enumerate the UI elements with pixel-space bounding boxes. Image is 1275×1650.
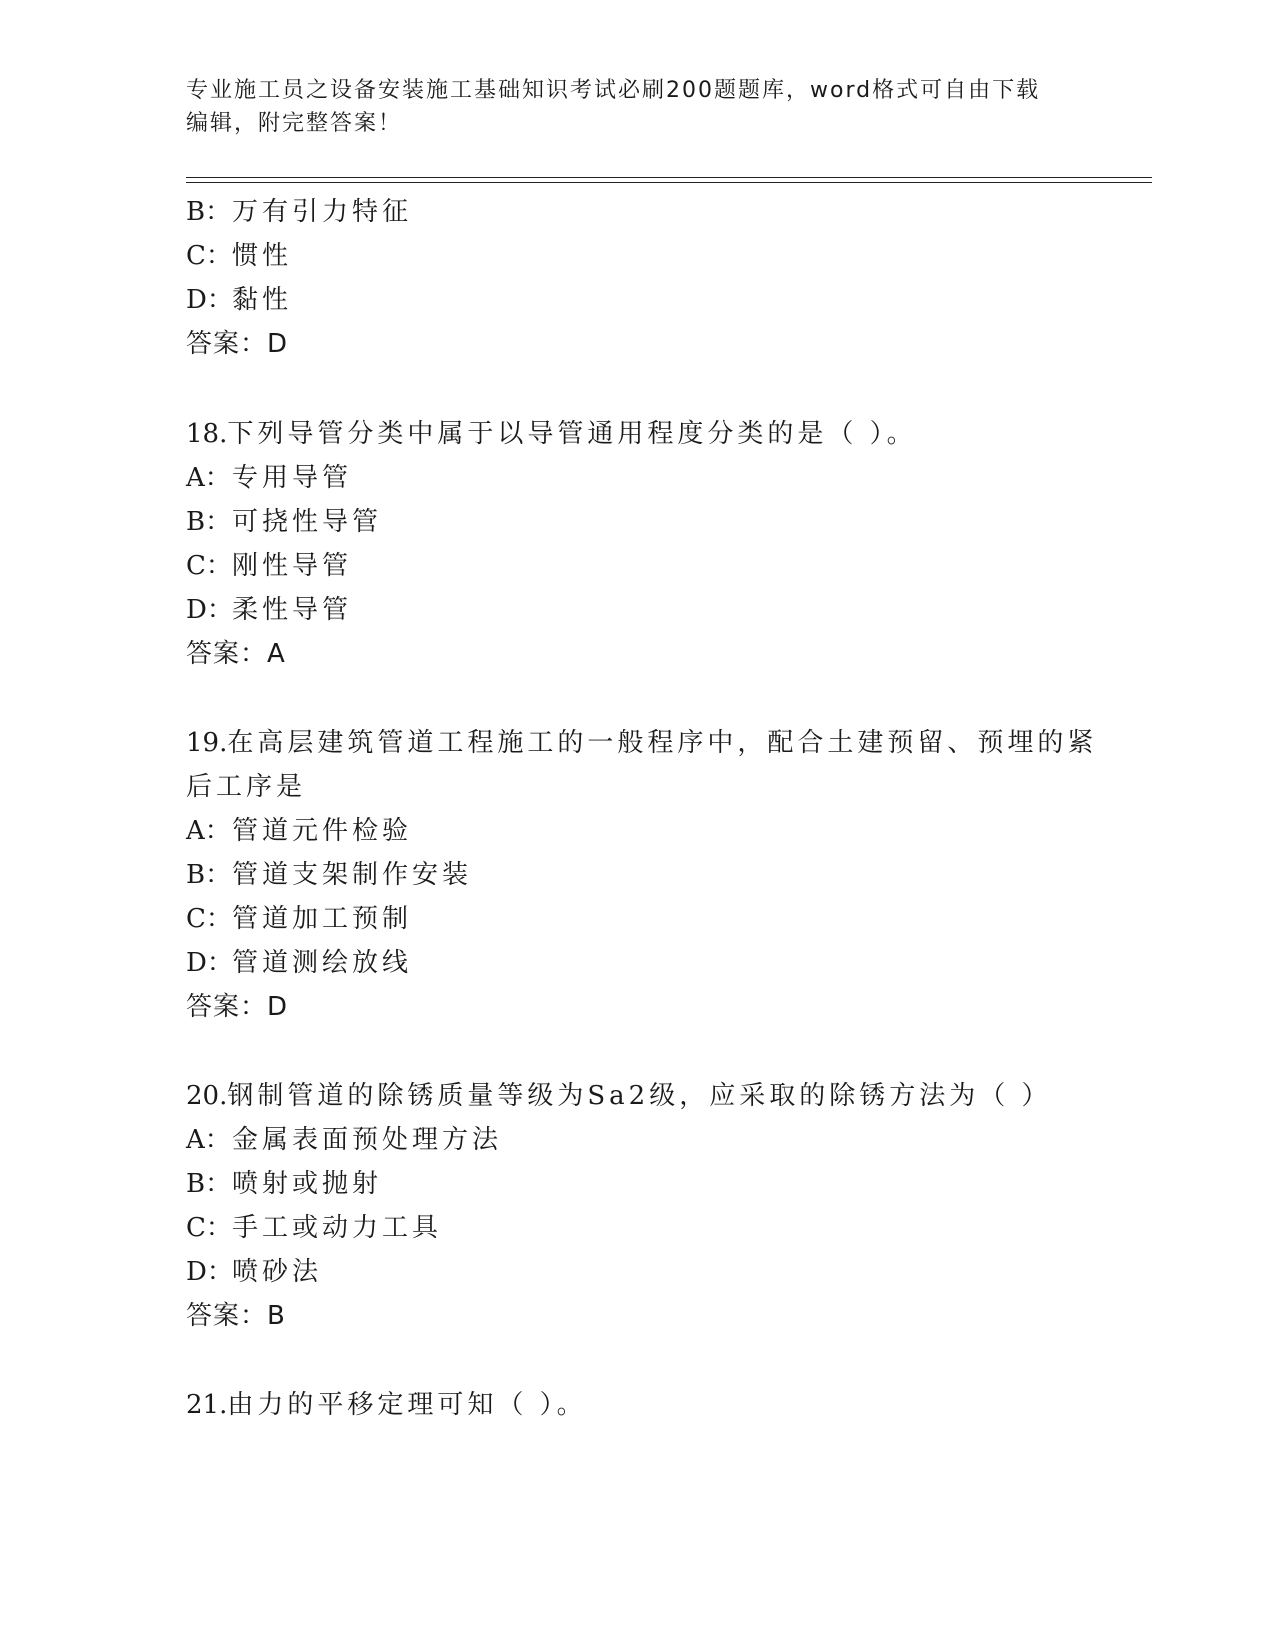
option-a <box>186 815 412 847</box>
option-text: 管道支架制作安装 <box>232 860 473 890</box>
option-c <box>186 240 292 272</box>
header-divider-bottom <box>186 182 1152 183</box>
option-key: C： <box>186 1213 232 1243</box>
question-text: 由力的平移定理可知（ ）。 <box>227 1390 587 1420</box>
option-key: D： <box>186 285 233 315</box>
option-c <box>186 550 352 582</box>
option-key: B： <box>186 197 232 227</box>
option-key: D： <box>186 948 233 978</box>
option-b <box>186 1168 382 1200</box>
question-19 <box>186 727 1097 759</box>
option-text: 喷射或抛射 <box>232 1169 383 1199</box>
option-key: D： <box>186 595 233 625</box>
option-key: C： <box>186 551 232 581</box>
question-number: 21. <box>186 1390 228 1420</box>
option-text: 惯性 <box>232 241 293 271</box>
option-d <box>186 284 292 316</box>
option-b <box>186 196 412 228</box>
option-key: B： <box>186 1169 232 1199</box>
header-title-line-1: 专业施工员之设备安装施工基础知识考试必刷200题题库，word格式可自由下载 <box>186 78 1041 103</box>
question-text: 钢制管道的除锈质量等级为Sa2级，应采取的除锈方法为（ ） <box>227 1081 1052 1111</box>
option-text: 管道元件检验 <box>232 816 413 846</box>
option-text: 手工或动力工具 <box>232 1213 443 1243</box>
option-text: 管道测绘放线 <box>232 948 413 978</box>
option-text: 管道加工预制 <box>232 904 413 934</box>
option-key: A： <box>186 1125 231 1155</box>
option-text: 金属表面预处理方法 <box>232 1125 503 1155</box>
answer: 答案：D <box>186 992 289 1022</box>
option-key: B： <box>186 860 232 890</box>
question-text: 在高层建筑管道工程施工的一般程序中，配合土建预留、预埋的紧 <box>227 728 1098 758</box>
answer: 答案：A <box>186 639 286 669</box>
question-20 <box>186 1080 1051 1112</box>
question-number: 20. <box>186 1081 228 1111</box>
option-key: D： <box>186 1257 233 1287</box>
option-d <box>186 947 412 979</box>
header-title-line-2: 编辑，附完整答案！ <box>186 111 403 136</box>
option-c <box>186 903 412 935</box>
option-text: 可挠性导管 <box>232 507 383 537</box>
document-header <box>186 74 1086 140</box>
question-21 <box>186 1389 587 1421</box>
option-text: 喷砂法 <box>232 1257 323 1287</box>
option-key: C： <box>186 241 232 271</box>
question-number: 19. <box>186 728 228 758</box>
option-text: 柔性导管 <box>232 595 353 625</box>
option-b <box>186 859 472 891</box>
option-b <box>186 506 382 538</box>
option-text: 专用导管 <box>232 463 353 493</box>
option-text: 刚性导管 <box>232 551 353 581</box>
answer: 答案：D <box>186 329 289 359</box>
option-c <box>186 1212 442 1244</box>
option-a <box>186 1124 502 1156</box>
question-19-continued: 后工序是 <box>186 772 307 802</box>
question-number: 18. <box>186 419 228 449</box>
answer: 答案：B <box>186 1301 286 1331</box>
option-text: 黏性 <box>232 285 293 315</box>
option-d <box>186 1256 322 1288</box>
question-text: 下列导管分类中属于以导管通用程度分类的是（ ）。 <box>227 419 917 449</box>
option-key: C： <box>186 904 232 934</box>
option-a <box>186 462 352 494</box>
header-divider-top <box>186 177 1152 178</box>
option-key: A： <box>186 816 231 846</box>
option-key: B： <box>186 507 232 537</box>
question-18 <box>186 418 917 450</box>
option-text: 万有引力特征 <box>232 197 413 227</box>
option-key: A： <box>186 463 231 493</box>
option-d <box>186 594 352 626</box>
